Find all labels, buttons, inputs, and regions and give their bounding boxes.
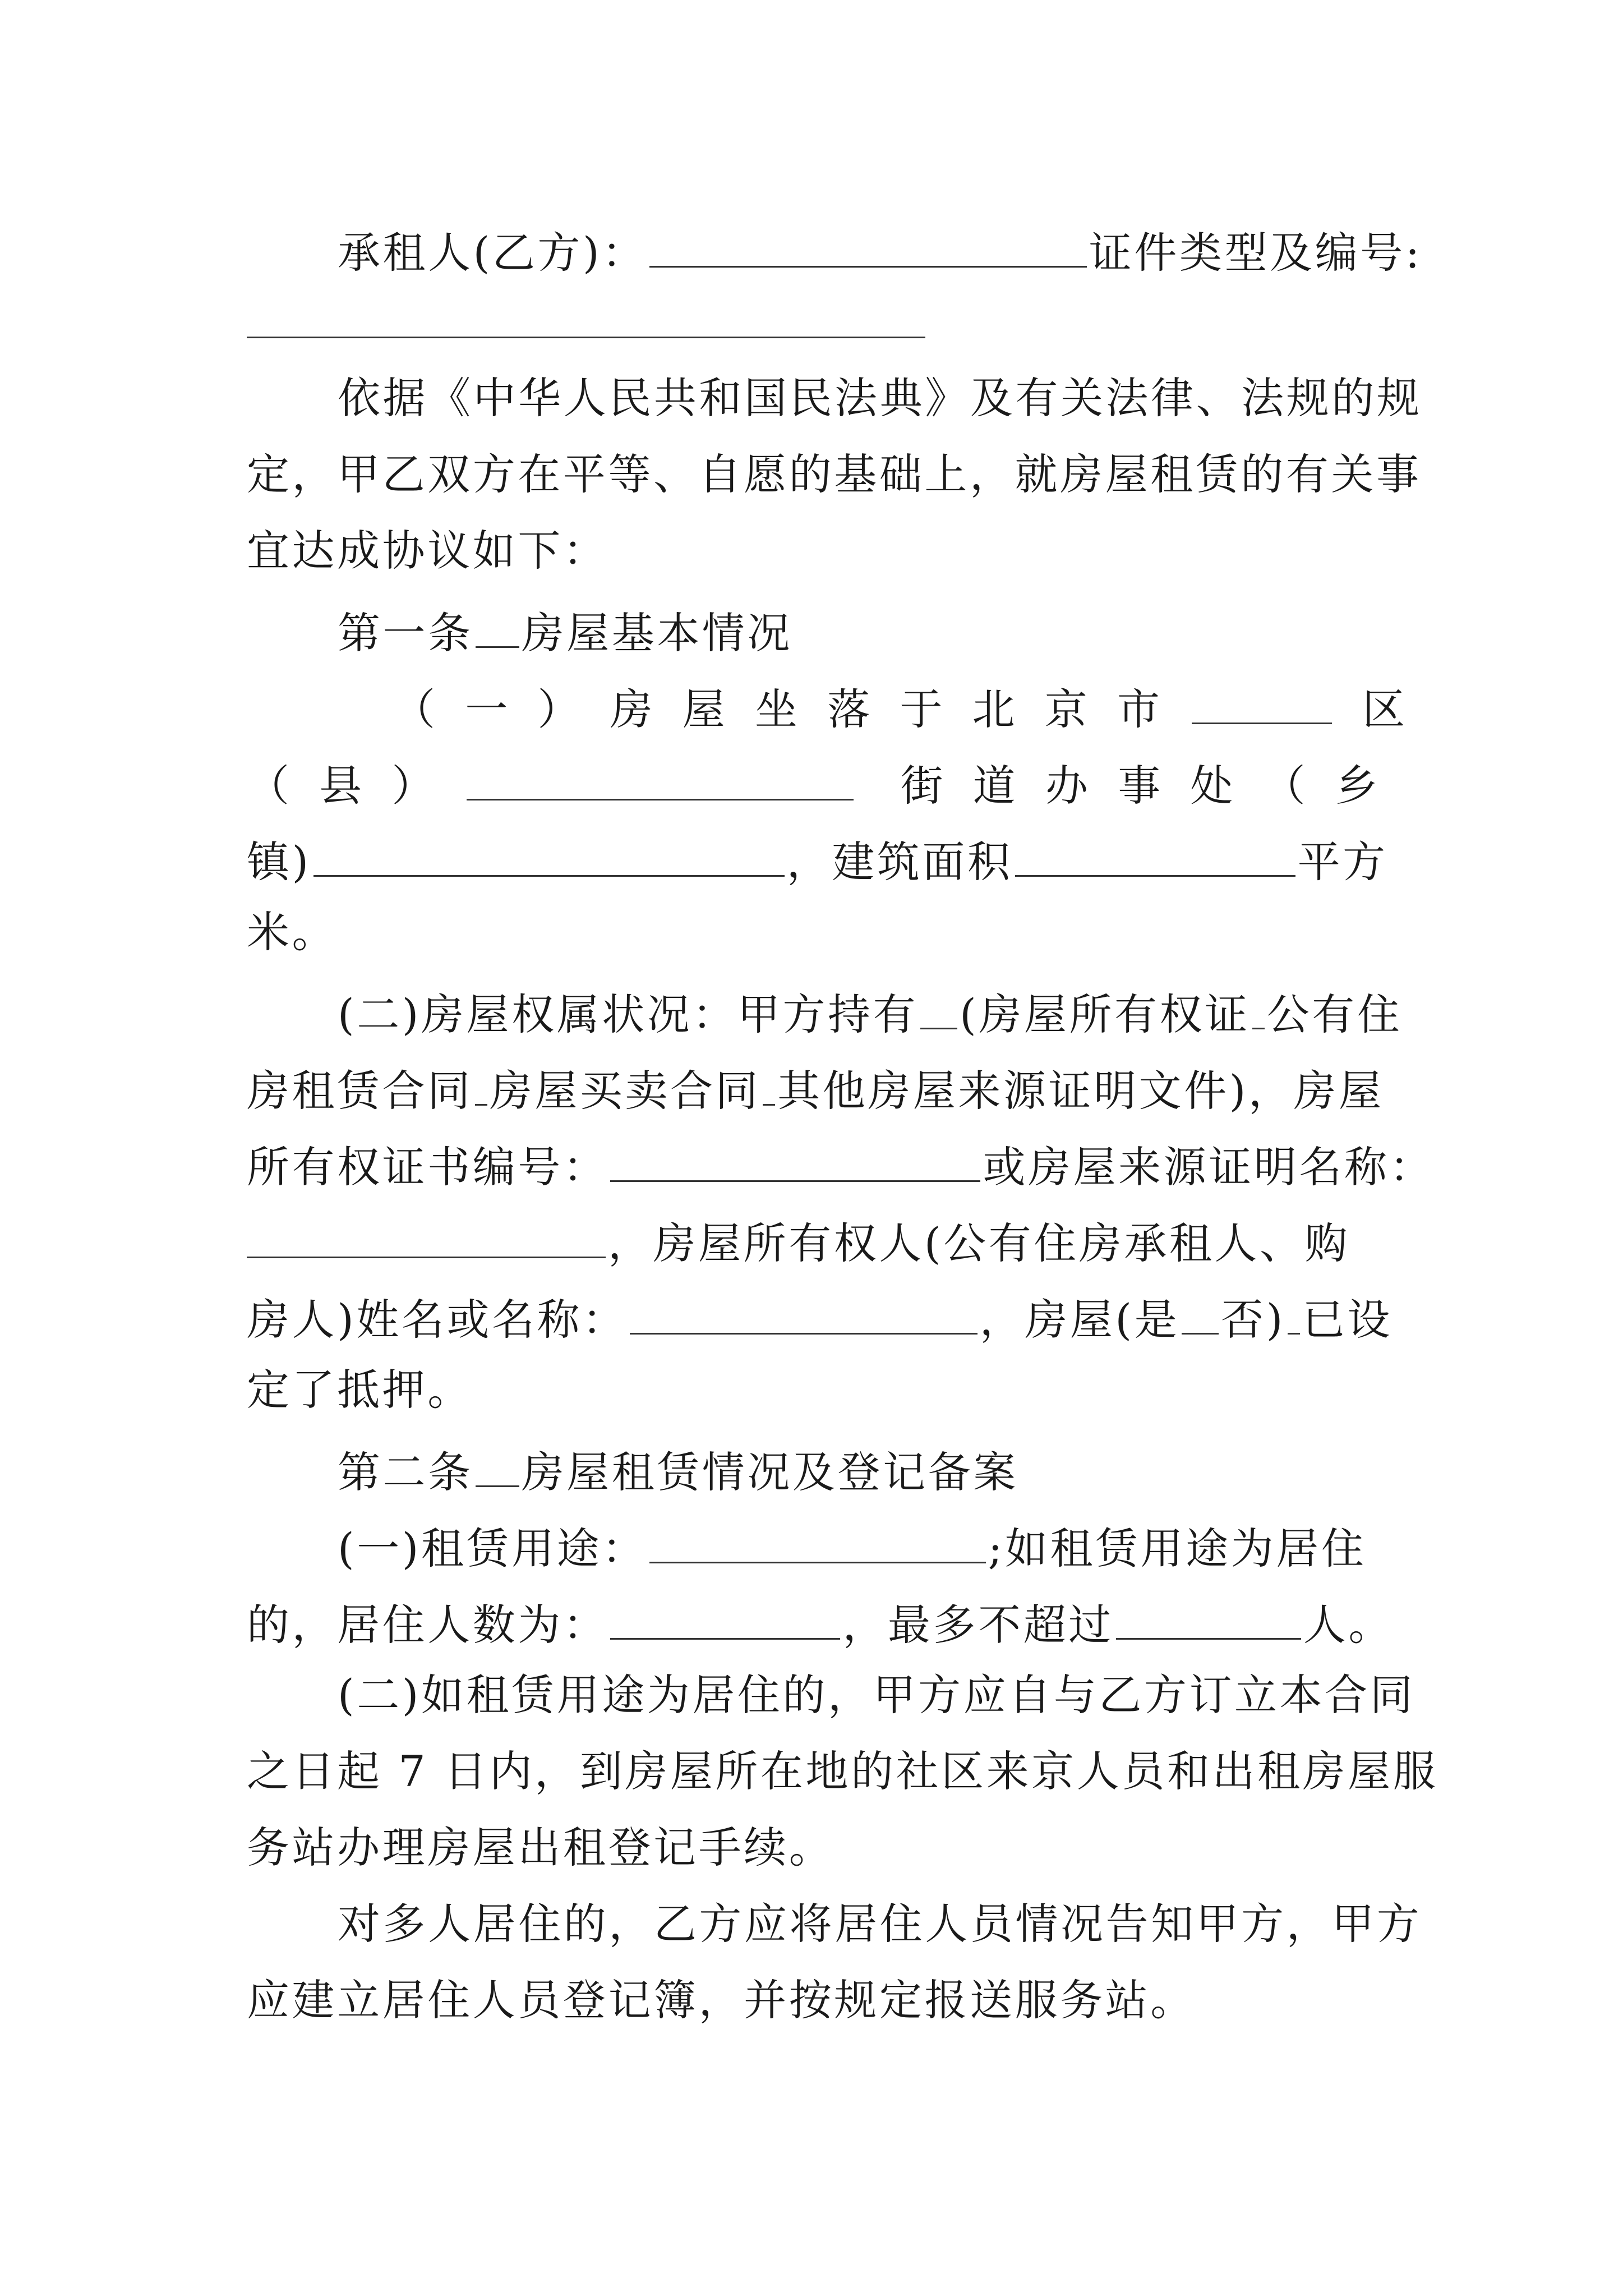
max-occupants-label: ，最多不超过 — [842, 1600, 1114, 1650]
occupants-unit: 人。 — [1303, 1600, 1394, 1650]
art1-p2-line-6: 定了抵押。 — [247, 1365, 473, 1415]
other-doc-option: 其他房屋来源证明文件)，房屋 — [777, 1066, 1384, 1116]
article-2-gap — [476, 1445, 519, 1487]
ownership-label: (二)房屋权属状况：甲方持有 — [338, 990, 919, 1040]
town-label: 镇) — [247, 837, 311, 887]
intro-line-2: 定，甲乙双方在平等、自愿的基础上，就房屋租赁的有关事 — [247, 449, 1422, 499]
area-label: ，建筑面积 — [786, 837, 1013, 887]
article-1-gap — [476, 606, 519, 648]
intro-line-1: 依据《中华人民共和国民法典》及有关法律、法规的规 — [338, 373, 1422, 423]
source-doc-blank — [247, 1216, 606, 1258]
option-blank-3 — [763, 1064, 775, 1106]
art1-p2-line-4 — [247, 1216, 1350, 1269]
street-blank — [467, 758, 854, 800]
article-2-heading: 房屋租赁情况及登记备案 — [521, 1447, 1018, 1498]
occupants-label: 的，居住人数为： — [247, 1600, 608, 1650]
lease-contract-option: 房租赁合同 — [247, 1066, 473, 1116]
art2-p3-line-1: 对多人居住的，乙方应将居住人员情况告知甲方，甲方 — [338, 1899, 1422, 1949]
public-housing-option: 公有住 — [1266, 990, 1403, 1040]
id-label: 证件类型及编号: — [1089, 228, 1422, 278]
tenant-blank — [649, 226, 1087, 268]
article-2-number: 第二条 — [338, 1447, 473, 1498]
mortgage-set: 已设 — [1302, 1295, 1393, 1345]
owner-name-label: 房人)姓名或名称： — [247, 1295, 628, 1345]
tenant-label: 承租人(乙方)： — [338, 228, 647, 278]
art1-p2-line-2 — [247, 1064, 1384, 1116]
district-label: 区 — [1362, 684, 1405, 735]
option-blank-2 — [475, 1064, 487, 1106]
usage-blank — [649, 1521, 986, 1563]
area-blank — [1015, 835, 1295, 877]
article-2-title — [338, 1445, 1018, 1498]
cert-number-blank — [610, 1140, 980, 1182]
area-unit-a: 平方 — [1297, 837, 1388, 887]
intro-line-3: 宜达成协议如下： — [247, 526, 608, 576]
art2-p1-line-1 — [338, 1521, 1367, 1574]
mortgage-no-blank — [1288, 1292, 1300, 1335]
mortgage-yes-blank — [1182, 1292, 1219, 1335]
tenant-line — [338, 226, 1422, 278]
source-doc-label: 或房屋来源证明名称： — [983, 1142, 1435, 1193]
art1-p2-line-5 — [247, 1292, 1393, 1345]
art1-p2-line-3 — [247, 1140, 1435, 1193]
article-1-number: 第一条 — [338, 608, 473, 659]
art2-p1-line-2 — [247, 1598, 1394, 1650]
cert-option: (房屋所有权证 — [960, 990, 1250, 1040]
town-blank — [313, 835, 785, 877]
art1-p1-line-3 — [247, 835, 1388, 887]
owner-name-blank — [630, 1292, 978, 1335]
county-label: （县） — [247, 761, 464, 811]
art2-p3-line-2: 应建立居住人员登记簿，并按规定报送服务站。 — [247, 1975, 1196, 2025]
ownership-blank — [920, 987, 957, 1029]
max-occupants-blank — [1116, 1598, 1301, 1640]
usage-residential: ;如租赁用途为居住 — [988, 1524, 1367, 1574]
mortgage-yes: ，房屋(是 — [979, 1295, 1180, 1345]
art2-p2-line-2: 之日起 7 日内，到房屋所在地的社区来京人员和出租房屋服 — [247, 1746, 1438, 1796]
usage-label: (一)租赁用途： — [338, 1524, 647, 1574]
option-blank-1 — [1252, 987, 1265, 1029]
art1-p1-line-4: 米。 — [247, 907, 338, 957]
occupants-blank — [610, 1598, 840, 1640]
cert-number-label: 所有权证书编号： — [247, 1142, 608, 1193]
mortgage-no: 否) — [1221, 1295, 1285, 1345]
location-label: （一）房屋坐落于北京市 — [393, 684, 1190, 735]
id-number-blank — [247, 337, 925, 338]
owner-label: ，房屋所有权人(公有住房承租人、购 — [608, 1218, 1350, 1269]
district-blank — [1192, 682, 1332, 724]
art2-p2-line-1: (二)如租赁用途为居住的，甲方应自与乙方订立本合同 — [338, 1670, 1415, 1720]
art1-p1-line-2 — [247, 758, 1408, 811]
article-1-heading: 房屋基本情况 — [521, 608, 793, 659]
art1-p1-line-1 — [393, 682, 1405, 735]
purchase-contract-option: 房屋买卖合同 — [489, 1066, 761, 1116]
street-office-label: 街道办事处（乡 — [900, 761, 1408, 811]
art2-p2-line-3: 务站办理房屋出租登记手续。 — [247, 1823, 834, 1872]
art1-p2-line-1 — [338, 987, 1403, 1040]
article-1-title — [338, 606, 793, 659]
